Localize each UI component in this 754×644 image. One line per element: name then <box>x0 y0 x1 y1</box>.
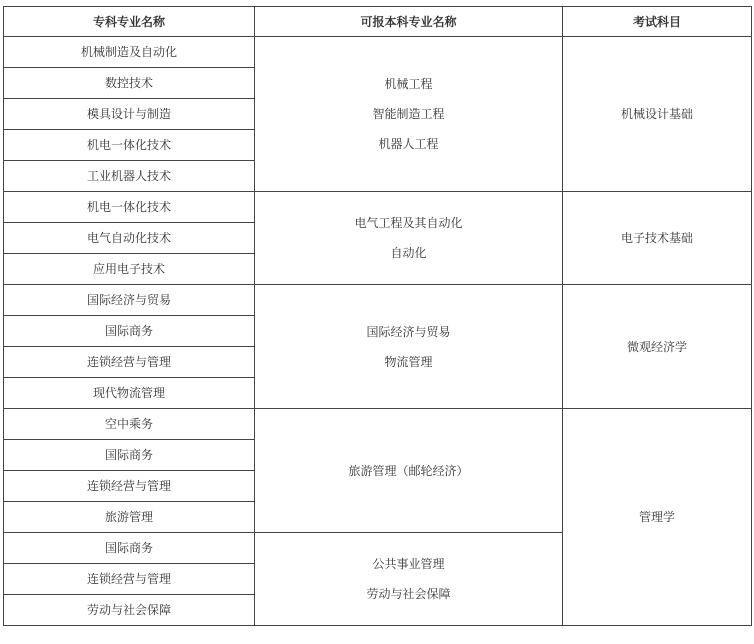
table-row <box>4 192 752 223</box>
diploma-major-cell: 应用电子技术 <box>4 254 255 285</box>
bachelor-major: 国际经济与贸易 <box>366 324 451 339</box>
bachelor-major-cell <box>255 37 563 192</box>
bachelor-major: 机械工程 <box>384 77 433 91</box>
diploma-major-cell: 国际商务 <box>4 440 255 471</box>
header-diploma-major: 专科专业名称 <box>4 7 255 37</box>
bachelor-major: 智能制造工程 <box>372 107 445 121</box>
exam-subject-cell: 管理学 <box>563 409 752 626</box>
table-header-row <box>4 7 752 37</box>
table-row <box>4 409 752 440</box>
diploma-major-cell: 数控技术 <box>4 68 255 99</box>
diploma-major-cell: 工业机器人技术 <box>4 161 255 192</box>
bachelor-major: 电气工程及其自动化 <box>354 216 463 230</box>
diploma-major-cell: 连锁经营与管理 <box>4 471 255 502</box>
exam-subject-cell: 微观经济学 <box>563 285 752 409</box>
bachelor-major-cell <box>255 285 563 409</box>
bachelor-major: 劳动与社会保障 <box>366 587 451 601</box>
diploma-major-cell: 连锁经营与管理 <box>4 347 255 378</box>
bachelor-major: 公共事业管理 <box>372 557 445 571</box>
diploma-major-cell: 国际商务 <box>4 316 255 347</box>
table-row <box>4 285 752 316</box>
header-exam-subject: 考试科目 <box>563 7 752 37</box>
bachelor-major-cell <box>255 409 563 533</box>
diploma-major-cell: 国际商务 <box>4 533 255 564</box>
bachelor-major-cell <box>255 192 563 285</box>
major-exam-table <box>3 6 752 626</box>
diploma-major-cell: 空中乘务 <box>4 409 255 440</box>
exam-subject-cell: 机械设计基础 <box>563 37 752 192</box>
bachelor-major: 自动化 <box>390 246 427 260</box>
bachelor-major: 旅游管理（邮轮经济） <box>348 463 469 478</box>
diploma-major-cell: 电气自动化技术 <box>4 223 255 254</box>
diploma-major-cell: 机械制造及自动化 <box>4 37 255 68</box>
diploma-major-cell: 模具设计与制造 <box>4 99 255 130</box>
table-row <box>4 37 752 68</box>
diploma-major-cell: 机电一体化技术 <box>4 192 255 223</box>
exam-subject-cell: 电子技术基础 <box>563 192 752 285</box>
diploma-major-cell: 机电一体化技术 <box>4 130 255 161</box>
diploma-major-cell: 旅游管理 <box>4 502 255 533</box>
bachelor-major: 物流管理 <box>384 354 433 369</box>
header-bachelor-major: 可报本科专业名称 <box>255 7 563 37</box>
bachelor-major: 机器人工程 <box>378 137 439 151</box>
bachelor-major-cell <box>255 533 563 626</box>
diploma-major-cell: 连锁经营与管理 <box>4 564 255 595</box>
diploma-major-cell: 国际经济与贸易 <box>4 285 255 316</box>
diploma-major-cell: 现代物流管理 <box>4 378 255 409</box>
diploma-major-cell: 劳动与社会保障 <box>4 595 255 626</box>
